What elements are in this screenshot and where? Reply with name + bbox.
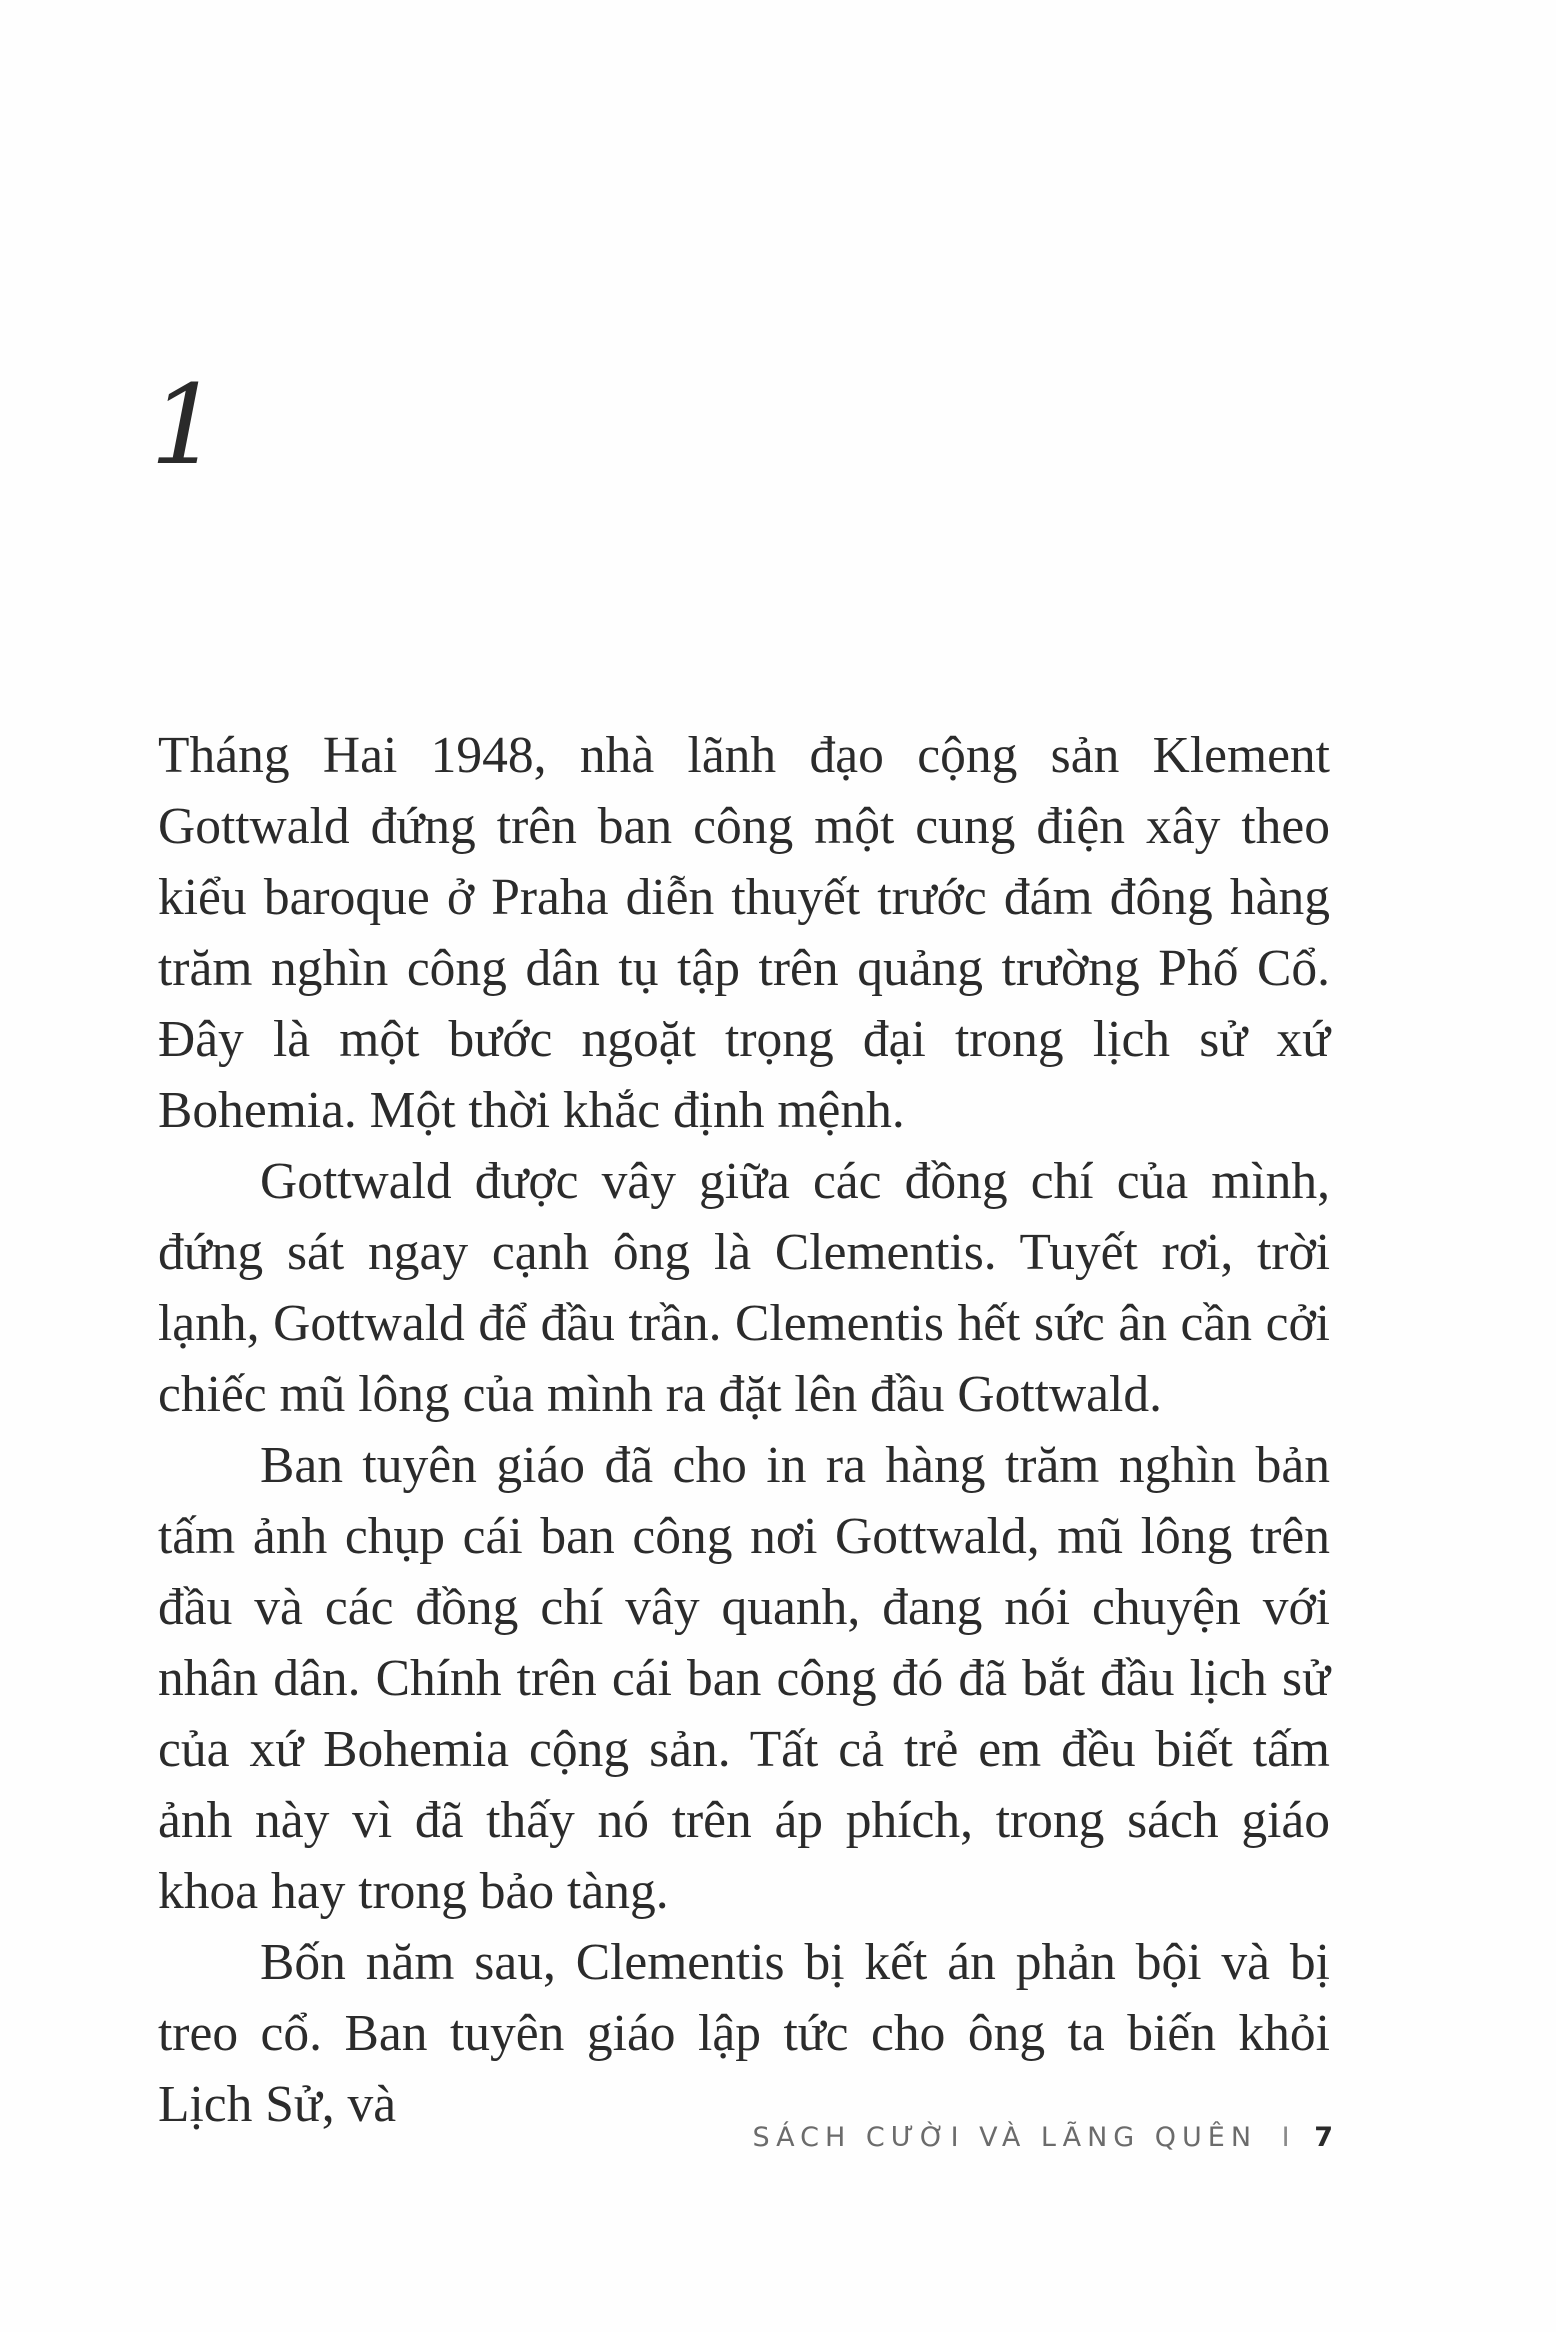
paragraph-4: Bốn năm sau, Clementis bị kết án phản bội và bị treo cổ. Ban tuyên giáo lập tức cho ông ta biến khỏi Lịch Sử, và (158, 1934, 1330, 2133)
paragraph-3: Ban tuyên giáo đã cho in ra hàng trăm nghìn bản tấm ảnh chụp cái ban công nơi Gottwald, mũ lông trên đầu và các đồng chí vây quanh, đang nói chuyện với nhân dân. Chính trên cái ban công đó đã bắt đầu lịch sử của xứ Bohemia cộng sản. Tất cả trẻ em đều biết tấm ảnh này vì đã thấy nó trên áp phích, trong sách giáo khoa hay trong bảo tàng. (158, 1437, 1330, 1920)
page-number: 7 (1314, 2122, 1333, 2153)
book-title: SÁCH CƯỜI VÀ LÃNG QUÊN (752, 2122, 1258, 2153)
running-footer (0, 2122, 1333, 2153)
paragraph-2: Gottwald được vây giữa các đồng chí của mình, đứng sát ngay cạnh ông là Clementis. Tuyết rơi, trời lạnh, Gottwald để đầu trần. Clementis hết sức ân cần cởi chiếc mũ lông của mình ra đặt lên đầu Gottwald. (158, 1153, 1330, 1423)
chapter-number: 1 (150, 361, 220, 489)
chapter-body (158, 720, 1330, 2140)
footer-separator: I (1281, 2122, 1290, 2153)
paragraph-1: Tháng Hai 1948, nhà lãnh đạo cộng sản Klement Gottwald đứng trên ban công một cung điện xây theo kiểu baroque ở Praha diễn thuyết trước đám đông hàng trăm nghìn công dân tụ tập trên quảng trường Phố Cổ. Đây là một bước ngoặt trọng đại trong lịch sử xứ Bohemia. Một thời khắc định mệnh. (158, 727, 1330, 1139)
